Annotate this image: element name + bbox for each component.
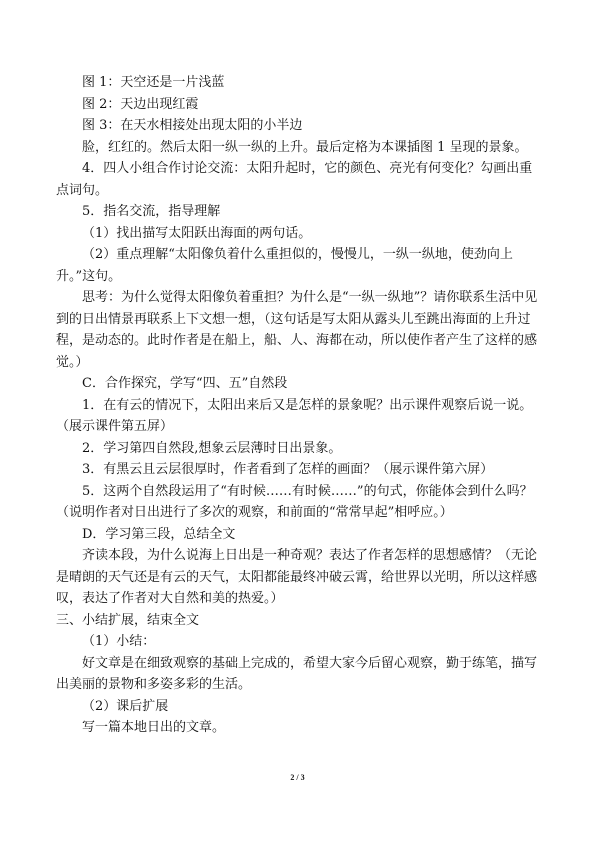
paragraph: 3．有黑云且云层很厚时，作者看到了怎样的画面？（展示课件第六屏）	[82, 462, 494, 477]
paragraph: 图 1：天空还是一片浅蓝	[82, 75, 225, 90]
paragraph: 写一篇本地日出的文章。	[82, 720, 226, 735]
paragraph: 图 3：在天水相接处出现太阳的小半边	[82, 118, 303, 133]
document-body	[56, 72, 544, 739]
paragraph: 思考：为什么觉得太阳像负着重担？为什么是“一纵一纵地”？请你联系生活中见到的日出情景再联系上下文想一想，（这句话是写太阳从露头儿至跳出海面的上升过程，是动态的。此时作者是在船上，船、人、海都在动，所以使作者产生了这样的感觉。）	[56, 290, 538, 370]
paragraph: 图 2：天边出现红霞	[82, 96, 199, 112]
paragraph: 5．指名交流，指导理解	[82, 204, 221, 219]
paragraph: C．合作探究，学写“四、五”自然段	[82, 376, 288, 391]
section-heading: 三、小结扩展，结束全文	[56, 612, 200, 628]
paragraph: D．学习第三段，总结全文	[82, 526, 236, 542]
paragraph: （2）课后扩展	[82, 698, 169, 714]
paragraph: 2．学习第四自然段,想象云层薄时日出景象。	[82, 440, 342, 456]
paragraph: 4．四人小组合作讨论交流：太阳升起时，它的颜色、亮光有何变化？勾画出重点词句。	[56, 161, 533, 198]
paragraph: 5．这两个自然段运用了“有时候……有时候……”的句式，你能体会到什么吗？（说明作者对日出进行了多次的观察，和前面的“常常早起”相呼应。）	[56, 483, 533, 520]
paragraph: 脸，红红的。然后太阳一纵一纵的上升。最后定格为本课插图 1 呈现的景象。	[82, 139, 528, 155]
paragraph: 好文章是在细致观察的基础上完成的，希望大家今后留心观察，勤于练笔，描写出美丽的景物和多姿多彩的生活。	[56, 655, 538, 692]
paragraph: （1）找出描写太阳跃出海面的两句话。	[82, 225, 312, 241]
paragraph: （2）重点理解“太阳像负着什么重担似的，慢慢儿，一纵一纵地，使劲向上升。”这句。	[56, 247, 513, 284]
paragraph: （1）小结：	[82, 634, 156, 649]
paragraph: 1．在有云的情况下，太阳出来后又是怎样的景象呢？出示课件观察后说一说。（展示课件第五屏）	[56, 397, 533, 434]
paragraph: 齐读本段，为什么说海上日出是一种奇观？表达了作者怎样的思想感情？（无论是晴朗的天气还是有云的天气，太阳都能最终冲破云霄，给世界以光明，所以这样感叹，表达了作者对大自然和美的热爱。）	[56, 548, 538, 606]
page-number: 2 / 3	[290, 773, 305, 782]
